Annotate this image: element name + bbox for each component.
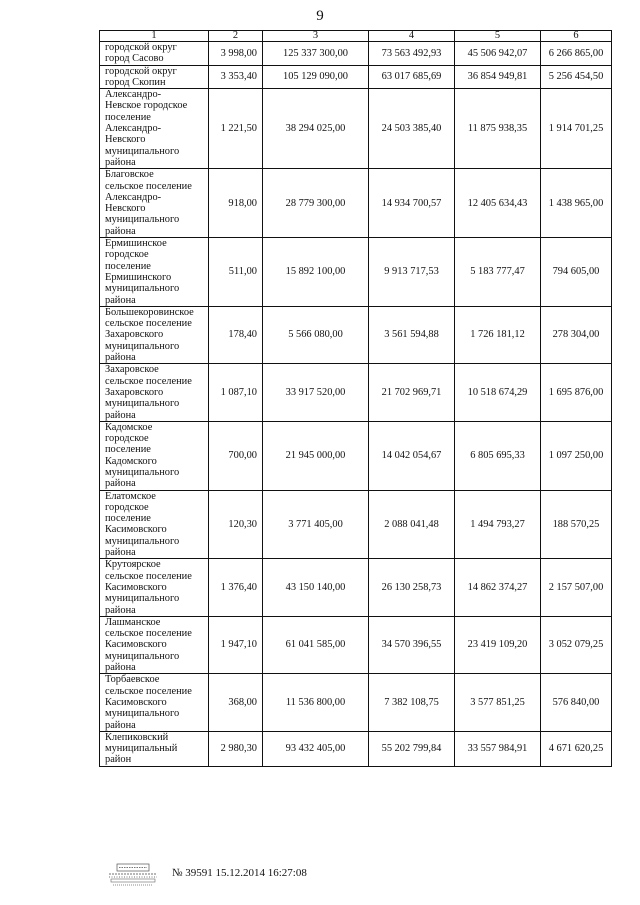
municipality-name-line: Елатомское — [105, 490, 156, 502]
municipality-name-cell — [100, 89, 209, 169]
value-cell-c4: 73 563 492,93 — [369, 42, 455, 66]
municipality-name-line: Благовское — [105, 169, 154, 181]
table-row — [100, 559, 612, 616]
municipality-name-cell — [100, 42, 209, 66]
value-cell-c2: 178,40 — [209, 306, 263, 363]
municipality-name-line: муниципального — [105, 283, 180, 295]
municipality-name-line: сельское поселение — [105, 628, 192, 640]
municipality-name-line: муниципального — [105, 214, 180, 226]
municipality-name-line: района — [105, 409, 136, 421]
value-cell-c3: 5 566 080,00 — [263, 306, 369, 363]
value-cell-c6: 3 052 079,25 — [541, 616, 612, 673]
municipality-name-line: район — [105, 754, 132, 766]
value-cell-c2: 120,30 — [209, 490, 263, 559]
municipality-name-line: город Скопин — [105, 76, 166, 88]
municipality-name-line: Крутоярское — [105, 559, 161, 571]
municipality-name-line: поселение — [105, 111, 151, 123]
document-footer — [107, 860, 347, 890]
value-cell-c3: 28 779 300,00 — [263, 169, 369, 238]
value-cell-c2: 3 998,00 — [209, 42, 263, 66]
municipality-name-line: сельское поселение — [105, 375, 192, 387]
value-cell-c6: 278 304,00 — [541, 306, 612, 363]
municipality-name-line: поселение — [105, 260, 151, 272]
value-cell-c3: 38 294 025,00 — [263, 89, 369, 169]
value-cell-c4: 14 934 700,57 — [369, 169, 455, 238]
table-row — [100, 731, 612, 766]
municipality-name-line: района — [105, 478, 136, 490]
table-row — [100, 674, 612, 731]
value-cell-c5: 5 183 777,47 — [455, 238, 541, 307]
table-row — [100, 616, 612, 673]
municipality-name-line: района — [105, 604, 136, 616]
value-cell-c2: 368,00 — [209, 674, 263, 731]
municipality-name-line: Захаровское — [105, 364, 159, 376]
value-cell-c6: 1 914 701,25 — [541, 89, 612, 169]
value-cell-c5: 1 494 793,27 — [455, 490, 541, 559]
value-cell-c2: 1 087,10 — [209, 364, 263, 421]
government-stamp-icon — [107, 862, 159, 888]
municipality-name-line: поселение — [105, 513, 151, 525]
municipality-name-line: Касимовского — [105, 524, 167, 536]
value-cell-c4: 55 202 799,84 — [369, 731, 455, 766]
municipality-name-line: Кадомского — [105, 455, 157, 467]
value-cell-c2: 511,00 — [209, 238, 263, 307]
table-row — [100, 490, 612, 559]
municipality-name-cell — [100, 169, 209, 238]
value-cell-c2: 3 353,40 — [209, 65, 263, 89]
municipality-name-line: поселение — [105, 444, 151, 456]
municipality-name-line: муниципального — [105, 398, 180, 410]
value-cell-c5: 45 506 942,07 — [455, 42, 541, 66]
municipality-name-line: района — [105, 719, 136, 731]
municipality-name-line: Александро- — [105, 89, 162, 101]
table-row — [100, 421, 612, 490]
municipality-name-cell — [100, 490, 209, 559]
value-cell-c6: 1 097 250,00 — [541, 421, 612, 490]
municipality-name-cell — [100, 616, 209, 673]
municipality-name-line: Кадомское — [105, 421, 153, 433]
value-cell-c4: 34 570 396,55 — [369, 616, 455, 673]
value-cell-c2: 2 980,30 — [209, 731, 263, 766]
municipality-name-line: сельское поселение — [105, 685, 192, 697]
municipality-name-line: Клепиковский — [105, 731, 169, 743]
value-cell-c4: 9 913 717,53 — [369, 238, 455, 307]
value-cell-c6: 794 605,00 — [541, 238, 612, 307]
municipality-name-line: муниципального — [105, 650, 180, 662]
value-cell-c4: 7 382 108,75 — [369, 674, 455, 731]
municipality-name-line: района — [105, 294, 136, 306]
municipality-name-cell — [100, 731, 209, 766]
value-cell-c3: 11 536 800,00 — [263, 674, 369, 731]
municipality-name-line: сельское поселение — [105, 180, 192, 192]
value-cell-c3: 125 337 300,00 — [263, 42, 369, 66]
table-row — [100, 89, 612, 169]
value-cell-c5: 36 854 949,81 — [455, 65, 541, 89]
table-row — [100, 42, 612, 66]
value-cell-c5: 23 419 109,20 — [455, 616, 541, 673]
value-cell-c5: 11 875 938,35 — [455, 89, 541, 169]
municipality-name-line: Касимовского — [105, 696, 167, 708]
table-row — [100, 306, 612, 363]
municipality-name-line: Захаровского — [105, 329, 164, 341]
municipality-name-line: района — [105, 547, 136, 559]
value-cell-c4: 21 702 969,71 — [369, 364, 455, 421]
municipality-name-cell — [100, 65, 209, 89]
municipality-name-line: муниципального — [105, 466, 180, 478]
municipality-name-line: муниципального — [105, 593, 180, 605]
page-number: 9 — [316, 8, 324, 24]
column-header: 1 — [100, 31, 209, 42]
municipality-name-cell — [100, 238, 209, 307]
municipality-name-line: Лашманское — [105, 616, 161, 628]
column-header: 2 — [209, 31, 263, 42]
municipality-name-cell — [100, 306, 209, 363]
municipality-name-line: района — [105, 156, 136, 168]
value-cell-c5: 1 726 181,12 — [455, 306, 541, 363]
municipality-name-line: городской округ — [105, 42, 177, 53]
value-cell-c2: 1 221,50 — [209, 89, 263, 169]
municipality-name-line: муниципального — [105, 708, 180, 720]
value-cell-c3: 21 945 000,00 — [263, 421, 369, 490]
municipality-name-line: муниципального — [105, 535, 180, 547]
municipality-name-line: муниципального — [105, 340, 180, 352]
value-cell-c3: 33 917 520,00 — [263, 364, 369, 421]
municipality-name-line: Касимовского — [105, 639, 167, 651]
value-cell-c5: 12 405 634,43 — [455, 169, 541, 238]
municipality-name-line: Невского — [105, 203, 146, 215]
value-cell-c3: 3 771 405,00 — [263, 490, 369, 559]
municipality-name-cell — [100, 421, 209, 490]
value-cell-c6: 2 157 507,00 — [541, 559, 612, 616]
value-cell-c4: 63 017 685,69 — [369, 65, 455, 89]
municipality-name-cell — [100, 559, 209, 616]
municipality-name-line: Торбаевское — [105, 674, 160, 686]
column-header: 5 — [455, 31, 541, 42]
value-cell-c4: 14 042 054,67 — [369, 421, 455, 490]
municipality-name-line: Невское городское — [105, 100, 188, 112]
value-cell-c2: 1 376,40 — [209, 559, 263, 616]
value-cell-c3: 15 892 100,00 — [263, 238, 369, 307]
value-cell-c6: 6 266 865,00 — [541, 42, 612, 66]
value-cell-c2: 918,00 — [209, 169, 263, 238]
value-cell-c4: 2 088 041,48 — [369, 490, 455, 559]
municipality-name-line: Захаровского — [105, 386, 164, 398]
municipality-name-cell — [100, 364, 209, 421]
municipality-name-line: Ермишинского — [105, 271, 172, 283]
municipality-name-cell — [100, 674, 209, 731]
municipality-name-line: городское — [105, 501, 149, 513]
column-header: 4 — [369, 31, 455, 42]
municipality-name-line: района — [105, 662, 136, 674]
value-cell-c5: 14 862 374,27 — [455, 559, 541, 616]
table-row — [100, 65, 612, 89]
value-cell-c6: 4 671 620,25 — [541, 731, 612, 766]
table-row — [100, 238, 612, 307]
municipality-name-line: Ермишинское — [105, 238, 167, 250]
column-header: 3 — [263, 31, 369, 42]
value-cell-c4: 3 561 594,88 — [369, 306, 455, 363]
table-header-row — [100, 31, 612, 42]
municipality-name-line: сельское поселение — [105, 318, 192, 330]
value-cell-c2: 1 947,10 — [209, 616, 263, 673]
municipality-name-line: района — [105, 352, 136, 364]
municipality-name-line: городское — [105, 249, 149, 261]
value-cell-c6: 188 570,25 — [541, 490, 612, 559]
document-registration: № 39591 15.12.2014 16:27:08 — [172, 867, 307, 879]
value-cell-c3: 61 041 585,00 — [263, 616, 369, 673]
value-cell-c5: 33 557 984,91 — [455, 731, 541, 766]
value-cell-c4: 24 503 385,40 — [369, 89, 455, 169]
value-cell-c5: 3 577 851,25 — [455, 674, 541, 731]
municipality-name-line: Невского — [105, 134, 146, 146]
value-cell-c2: 700,00 — [209, 421, 263, 490]
value-cell-c5: 6 805 695,33 — [455, 421, 541, 490]
table-body — [100, 31, 612, 767]
municipality-name-line: город Сасово — [105, 53, 164, 65]
value-cell-c3: 105 129 090,00 — [263, 65, 369, 89]
value-cell-c3: 93 432 405,00 — [263, 731, 369, 766]
value-cell-c6: 1 438 965,00 — [541, 169, 612, 238]
value-cell-c6: 576 840,00 — [541, 674, 612, 731]
value-cell-c6: 5 256 454,50 — [541, 65, 612, 89]
value-cell-c3: 43 150 140,00 — [263, 559, 369, 616]
municipality-name-line: Большекоровинское — [105, 306, 194, 318]
municipality-name-line: Александро- — [105, 123, 162, 135]
table-row — [100, 364, 612, 421]
value-cell-c5: 10 518 674,29 — [455, 364, 541, 421]
table-row — [100, 169, 612, 238]
municipality-name-line: сельское поселение — [105, 570, 192, 582]
municipality-name-line: Касимовского — [105, 581, 167, 593]
budget-table — [99, 30, 612, 767]
municipality-name-line: городской округ — [105, 65, 177, 77]
municipality-name-line: городское — [105, 433, 149, 445]
column-header: 6 — [541, 31, 612, 42]
municipality-name-line: муниципальный — [105, 743, 178, 755]
municipality-name-line: Александро- — [105, 191, 162, 203]
value-cell-c6: 1 695 876,00 — [541, 364, 612, 421]
municipality-name-line: муниципального — [105, 145, 180, 157]
municipality-name-line: района — [105, 225, 136, 237]
value-cell-c4: 26 130 258,73 — [369, 559, 455, 616]
